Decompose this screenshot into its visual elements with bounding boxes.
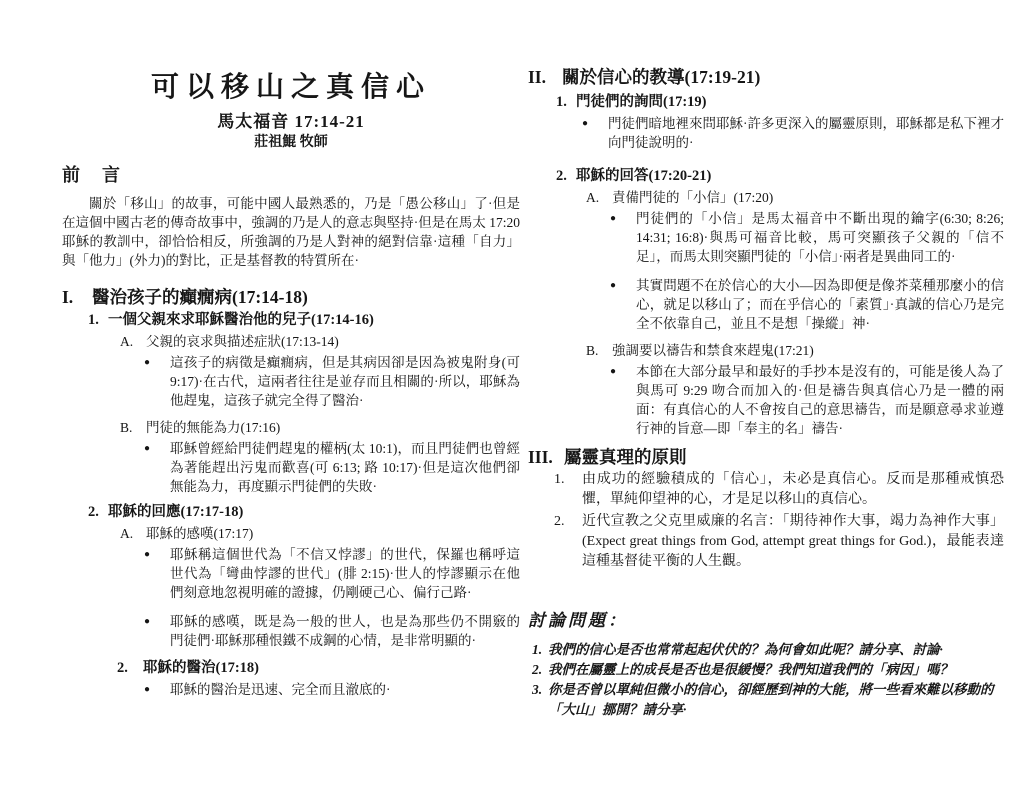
section-1-item-1 <box>88 310 520 330</box>
section-3-heading <box>528 446 1004 468</box>
section-2-title: 關於信心的教導(17:19-21) <box>562 67 761 87</box>
bullet-item <box>610 362 1004 438</box>
section-2-heading <box>528 66 1004 88</box>
item-number: 1. <box>554 472 565 487</box>
section-2-item-1 <box>556 92 1004 112</box>
item-title: 強調要以禱告和禁食來趕鬼(17:21) <box>612 343 814 358</box>
section-2-item-2 <box>556 166 1004 186</box>
bullet-text: 耶穌的醫治是迅速、完全而且澈底的· <box>170 682 391 697</box>
section-1-title: 醫治孩子的癲癇病(17:14-18) <box>92 287 308 307</box>
bullet-icon: ● <box>144 443 151 454</box>
item-title: 門徒的無能為力(17:16) <box>146 420 281 435</box>
item-title: 耶穌的醫治(17:18) <box>143 660 259 676</box>
bullet-icon: ● <box>144 616 151 627</box>
item-number: 2. <box>556 168 567 184</box>
item-title: 門徒們的詢問(17:19) <box>576 94 707 110</box>
item-title: 耶穌的回應(17:17-18) <box>108 504 244 520</box>
preface-paragraph: 關於「移山」的故事，可能中國人最熟悉的，乃是「愚公移山」了·但是在這個中國古老的傳奇故事中，強調的乃是人的意志與堅持·但是在馬太 17:20 耶穌的教訓中，卻恰恰相反，所強調的乃是人對神的絕對信靠·這種「自力」與「他力」(外力)的對比，正是基督教的特質所在· <box>62 196 520 268</box>
item-text: 我們在屬靈上的成長是否也是很緩慢？我們知道我們的「病因」嗎？ <box>548 662 953 677</box>
discussion-item-3 <box>532 680 1004 720</box>
bullet-icon: ● <box>610 366 617 377</box>
right-column <box>528 66 1004 720</box>
bullet-item <box>144 545 520 602</box>
bullet-icon: ● <box>610 213 617 224</box>
bullet-text: 本節在大部分最早和最好的手抄本是沒有的，可能是後人為了與馬可 9:29 吻合而加入的·但是禱告與真信心乃是一體的兩面：有真信心的人不會按自己的意思禱告，而是願意尋求並遵行神的旨意—即「奉主的名」禱告· <box>636 364 1004 436</box>
item-number: 1. <box>532 642 543 657</box>
item-text: 我們的信心是否也常常起起伏伏的？為何會如此呢？請分享、討論· <box>548 642 943 657</box>
item-title: 父親的哀求與描述症狀(17:13-14) <box>146 334 339 349</box>
author-name: 莊祖鯤 牧師 <box>254 135 328 150</box>
section-3-number: III. <box>528 447 553 467</box>
section-3-title: 屬靈真理的原則 <box>564 447 687 467</box>
bullet-icon: ● <box>144 549 151 560</box>
item-number: B. <box>586 343 599 358</box>
item-title: 耶穌的感嘆(17:17) <box>146 526 254 541</box>
bullet-icon: ● <box>582 118 589 129</box>
section-1-item-1b <box>120 418 520 437</box>
section-1-item-2a <box>120 524 520 543</box>
item-text: 你是否曾以單純但微小的信心，卻經歷到神的大能，將一些看來難以移動的「大山」挪開？請分享· <box>548 682 994 717</box>
bullet-item <box>144 353 520 410</box>
item-text: 近代宣教之父克里威廉的名言：「期待神作大事，竭力為神作大事」(Expect great things from God, attempt great things for God.)，最能表達這種基督徒平衡的人生觀。 <box>582 514 1004 569</box>
discussion-heading: 討論問題： <box>528 611 628 630</box>
item-number: 2. <box>117 660 128 676</box>
item-number: A. <box>586 190 600 205</box>
discussion-item-2 <box>532 660 1004 680</box>
bullet-icon: ● <box>144 684 151 695</box>
bullet-text: 耶穌的感嘆，既是為一般的世人，也是為那些仍不開竅的門徒們·耶穌那種恨鐵不成鋼的心情，是非常明顯的· <box>170 614 520 648</box>
item-title: 責備門徒的「小信」(17:20) <box>612 190 774 205</box>
section-1-item-1a <box>120 332 520 351</box>
item-title: 耶穌的回答(17:20-21) <box>576 168 712 184</box>
bullet-text: 門徒們暗地裡來問耶穌·許多更深入的屬靈原則，耶穌都是私下裡才向門徒說明的· <box>608 116 1004 150</box>
bullet-item <box>610 276 1004 333</box>
bullet-item <box>582 114 1004 152</box>
section-1-heading <box>62 286 520 308</box>
bullet-item <box>144 680 520 699</box>
bullet-text: 其實問題不在於信心的大小—因為即便是像芥菜種那麼小的信心，就足以移山了；而在乎信心的「素質」·真誠的信心乃是完全不依靠自己，並且不是想「操縱」神· <box>636 278 1004 331</box>
section-1-number: I. <box>62 287 74 307</box>
principle-item-1 <box>554 470 1004 510</box>
item-number: 1. <box>88 312 99 328</box>
bullet-item <box>144 439 520 496</box>
principle-item-2 <box>554 512 1004 572</box>
preface-heading: 前 言 <box>62 165 122 185</box>
bullet-item <box>610 209 1004 266</box>
bullet-icon: ● <box>144 357 151 368</box>
item-number: 3. <box>532 682 543 697</box>
scripture-reference: 馬太福音 17:14-21 <box>217 112 365 131</box>
bullet-item <box>144 612 520 650</box>
section-2-item-2a <box>586 188 1004 207</box>
item-number: A. <box>120 526 134 541</box>
item-text: 由成功的經驗積成的「信心」，未必是真信心。反而是那種戒慎恐懼，單純仰望神的心，才是足以移山的真信心。 <box>582 472 1004 507</box>
section-1-item-2 <box>88 502 520 522</box>
item-number: B. <box>120 420 133 435</box>
bullet-text: 門徒們的「小信」是馬太福音中不斷出現的鑰字(6:30; 8:26; 14:31; 16:8)·與馬可福音比較，馬可突顯孩子父親的「信不足」，而馬太則突顯門徒的「小信」·兩者是異曲同工的· <box>636 211 1004 264</box>
item-number: 1. <box>556 94 567 110</box>
section-2-number: II. <box>528 67 546 87</box>
section-1-item-2b <box>117 658 520 678</box>
item-number: A. <box>120 334 134 349</box>
item-number: 2. <box>88 504 99 520</box>
page-title: 可以移山之真信心 <box>150 72 431 103</box>
bullet-icon: ● <box>610 280 617 291</box>
bullet-text: 這孩子的病徵是癲癇病，但是其病因卻是因為被鬼附身(可 9:17)·在古代，這兩者往往是並存而且相關的·所以，耶穌為他趕鬼，這孩子就完全得了醫治· <box>170 355 520 408</box>
item-number: 2. <box>554 514 565 529</box>
bullet-text: 耶穌曾經給門徒們趕鬼的權柄(太 10:1)，而且門徒們也曾經為著能趕出污鬼而歡喜(可 6:13; 路 10:17)·但是這次他們卻無能為力，再度顯示門徒們的失敗· <box>170 441 520 494</box>
discussion-item-1 <box>532 640 1004 660</box>
bullet-text: 耶穌稱這個世代為「不信又悖謬」的世代，保羅也稱呼這世代為「彎曲悖謬的世代」(腓 2:15)·世人的悖謬顯示在他們刻意地忽視明確的證據，仍剛硬己心、偏行己路· <box>170 547 520 600</box>
item-title: 一個父親來求耶穌醫治他的兒子(17:14-16) <box>108 312 374 328</box>
item-number: 2. <box>532 662 543 677</box>
section-2-item-2b <box>586 341 1004 360</box>
left-column <box>62 70 520 699</box>
